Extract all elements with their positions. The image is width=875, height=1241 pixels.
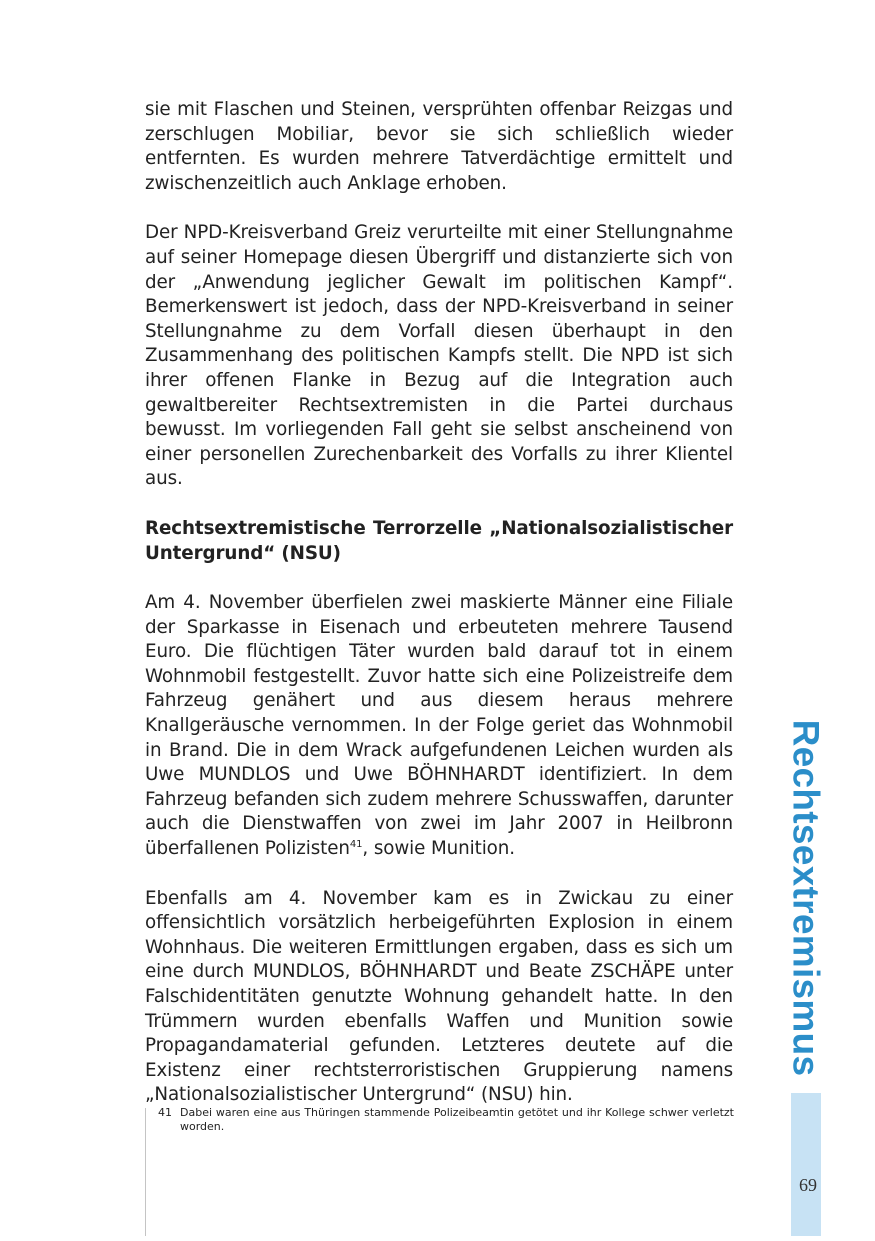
- chapter-side-title: [783, 719, 827, 1076]
- footnote: [158, 1106, 734, 1133]
- footnote-divider: [145, 1108, 146, 1236]
- page-number-tab: [791, 1093, 821, 1236]
- paragraph-3: [145, 591, 733, 862]
- footnote-text: Dabei waren eine aus Thüringen stammende Polizeibeamtin getötet und ihr Kollege schwer verletzt worden.: [180, 1106, 734, 1133]
- paragraph-2: Der NPD-Kreisverband Greiz verurteilte mit einer Stellungnahme auf seiner Homepage diesen Übergriff und distanzierte sich von der „Anwendung jeglicher Gewalt im politischen Kampf“. Bemerkenswert ist jedoch, dass der NPD-Kreisverband in seiner Stellungnahme zu dem Vorfall diesen überhaupt in den Zusammenhang des politischen Kampfs stellt. Die NPD ist sich ihrer offenen Flanke in Bezug auf die Integration auch gewaltbereiter Rechtsextremisten in die Partei durchaus bewusst. Im vorliegenden Fall geht sie selbst anscheinend von einer personellen Zurechenbarkeit des Vorfalls zu ihrer Klientel aus.: [145, 222, 733, 490]
- paragraph-4: Ebenfalls am 4. November kam es in Zwickau zu einer offensichtlich vorsätzlich herbeigeführten Explosion in einem Wohnhaus. Die weiteren Ermittlungen ergaben, dass es sich um eine durch MUNDLOS, BÖHNHARDT und Beate ZSCHÄPE unter Falschidentitäten genutzte Wohnung gehandelt hatte. In den Trümmern wurden ebenfalls Waffen und Munition sowie Propagandamaterial gefunden. Letzteres deutete auf die Existenz einer rechtsterroristischen Gruppierung namens „Nationalsozialistischer Untergrund“ (NSU) hin.: [145, 887, 733, 1106]
- paragraph-3-text: Am 4. November überfielen zwei maskierte Männer eine Filiale der Sparkasse in Eisenach und erbeuteten mehrere Tausend Euro. Die flüchtigen Täter wurden bald darauf tot in einem Wohnmobil festgestellt. Zuvor hatte sich eine Polizeistreife dem Fahrzeug genähert und aus diesem heraus mehrere Knallgeräusche vernommen. In der Folge geriet das Wohnmobil in Brand. Die in dem Wrack aufgefundenen Leichen wurden als Uwe MUNDLOS und Uwe BÖHNHARDT identifiziert. In dem Fahrzeug befanden sich zudem mehrere Schusswaffen, darunter auch die Dienstwaffen von zwei im Jahr 2007 in Heilbronn überfallenen Polizisten: [145, 592, 733, 860]
- footnote-reference[interactable]: 41: [349, 839, 363, 851]
- main-text: [145, 98, 733, 1108]
- paragraph-1: sie mit Flaschen und Steinen, versprühten offenbar Reizgas und zerschlugen Mobiliar, bevor sie sich schließlich wieder entfernten. Es wurden mehrere Tatverdächtige ermittelt und zwischenzeitlich auch Anklage erhoben.: [145, 99, 733, 194]
- section-heading: Rechtsextremistische Terrorzelle „Nationalsozialistischer Untergrund“ (NSU): [145, 517, 733, 564]
- paragraph-3-end: , sowie Munition.: [362, 838, 515, 860]
- footnote-number: 41: [158, 1106, 172, 1119]
- page-number: 69: [799, 1175, 817, 1195]
- chapter-side-title-text: Rechtsextremismus: [785, 719, 827, 1076]
